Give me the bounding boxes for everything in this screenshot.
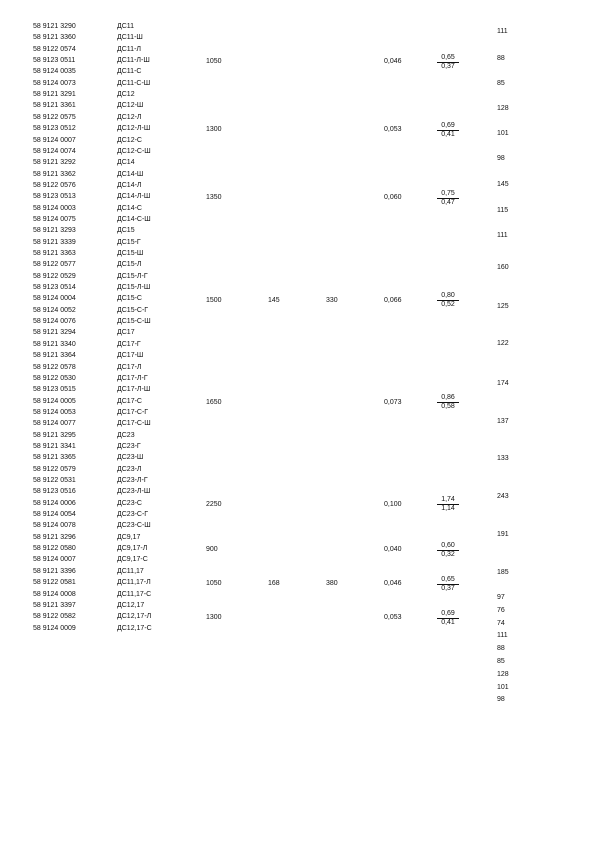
product-name: ДС15-С [117, 295, 142, 303]
product-code: 58 9124 0006 [33, 499, 76, 507]
fraction-numerator: 0,75 [437, 190, 459, 199]
width-value: 168 [268, 580, 280, 588]
product-name: ДС9,17 [117, 533, 141, 541]
product-code: 58 9122 0579 [33, 465, 76, 473]
product-code: 58 9124 0004 [33, 295, 76, 303]
fraction-numerator: 0,60 [437, 542, 459, 551]
fraction-numerator: 0,69 [437, 610, 459, 619]
product-code: 58 9123 0512 [33, 125, 76, 133]
fraction-denominator: 0,58 [441, 403, 455, 411]
product-code: 58 9124 0052 [33, 306, 76, 314]
mass-value: 122 [497, 340, 509, 347]
product-code: 58 9122 0530 [33, 374, 76, 382]
product-code: 58 9121 3397 [33, 601, 76, 609]
product-name: ДС14-С [117, 204, 142, 212]
product-name: ДС14-С-Ш [117, 215, 151, 223]
product-name: ДС15 [117, 227, 135, 235]
product-code: 58 9124 0073 [33, 79, 76, 87]
product-name: ДС23-С-Г [117, 511, 149, 519]
product-name: ДС11-Ш [117, 34, 143, 42]
product-code: 58 9124 0077 [33, 420, 76, 428]
product-code: 58 9122 0580 [33, 545, 76, 553]
product-code: 58 9124 0075 [33, 215, 76, 223]
weight-fraction [437, 496, 459, 513]
product-name: ДС15-Л-Г [117, 272, 148, 280]
product-code: 58 9122 0576 [33, 181, 76, 189]
product-name: ДС17 [117, 329, 135, 337]
product-name: ДС14-Л-Ш [117, 193, 151, 201]
product-name: ДС23-С-Ш [117, 522, 151, 530]
length-value: 1350 [206, 194, 222, 202]
mass-value: 128 [497, 105, 509, 112]
product-name: ДС17-Ш [117, 352, 144, 360]
fraction-denominator: 0,47 [441, 198, 455, 206]
mass-value: 185 [497, 569, 509, 576]
mass-value: 88 [497, 645, 505, 652]
product-code: 58 9121 3364 [33, 352, 76, 360]
product-code: 58 9121 3296 [33, 533, 76, 541]
product-code: 58 9124 0035 [33, 68, 76, 76]
weight-fraction [437, 292, 459, 309]
mass-value: 111 [497, 632, 508, 639]
mass-value: 101 [497, 130, 509, 137]
weight-fraction [437, 542, 459, 559]
fraction-denominator: 0,37 [441, 62, 455, 70]
mass-value: 98 [497, 696, 505, 703]
product-code: 58 9122 0531 [33, 477, 76, 484]
fraction-numerator: 0,65 [437, 576, 459, 585]
product-name: ДС11,17 [117, 567, 144, 575]
mass-value: 128 [497, 671, 509, 678]
product-code: 58 9124 0007 [33, 556, 76, 564]
product-name: ДС12-С [117, 136, 142, 144]
width-value: 145 [268, 296, 280, 304]
product-code: 58 9121 3291 [33, 91, 76, 99]
product-code: 58 9121 3360 [33, 34, 76, 42]
volume-value: 0,040 [384, 546, 402, 554]
fraction-numerator: 0,86 [437, 394, 459, 403]
mass-value: 98 [497, 155, 505, 162]
mass-value: 160 [497, 264, 509, 271]
product-name: ДС15-С-Г [117, 306, 149, 314]
product-code: 58 9121 3295 [33, 431, 76, 439]
fraction-denominator: 0,37 [441, 584, 455, 592]
product-name: ДС23 [117, 431, 135, 439]
mass-value: 145 [497, 181, 509, 188]
mass-value: 85 [497, 658, 505, 665]
product-name: ДС12 [117, 91, 135, 99]
height-value: 380 [326, 580, 338, 588]
product-name: ДС23-С [117, 499, 142, 507]
length-value: 1500 [206, 296, 222, 304]
product-name: ДС12-Ш [117, 102, 144, 110]
weight-fraction [437, 122, 459, 139]
fraction-denominator: 0,32 [441, 550, 455, 558]
fraction-denominator: 0,41 [441, 618, 455, 626]
product-name: ДС23-Г [117, 442, 141, 450]
length-value: 2250 [206, 500, 222, 508]
fraction-denominator: 0,52 [441, 301, 455, 309]
volume-value: 0,060 [384, 194, 402, 202]
product-code: 58 9121 3293 [33, 227, 76, 235]
fraction-numerator: 0,69 [437, 122, 459, 131]
mass-value: 85 [497, 80, 505, 87]
product-name: ДС12-Л [117, 113, 142, 121]
product-code: 58 9123 0515 [33, 386, 76, 394]
product-code: 58 9122 0578 [33, 363, 76, 371]
mass-value: 111 [497, 232, 508, 239]
length-value: 1300 [206, 126, 222, 134]
length-value: 900 [206, 546, 218, 554]
product-code: 58 9124 0007 [33, 136, 76, 144]
product-name: ДС17-С-Ш [117, 420, 151, 428]
product-code: 58 9124 0076 [33, 318, 76, 326]
length-value: 1050 [206, 58, 222, 66]
product-code: 58 9121 3363 [33, 250, 76, 257]
product-name: ДС12-Л-Ш [117, 125, 151, 133]
product-code: 58 9121 3340 [33, 340, 76, 348]
product-code: 58 9121 3362 [33, 170, 76, 178]
product-name: ДС15-Г [117, 238, 141, 246]
mass-value: 97 [497, 594, 505, 601]
product-name: ДС17-С [117, 397, 142, 405]
product-name: ДС14-Л [117, 181, 142, 189]
volume-value: 0,053 [384, 614, 402, 622]
product-name: ДС11 [117, 23, 135, 30]
weight-fraction [437, 610, 459, 627]
product-code: 58 9121 3365 [33, 454, 76, 462]
product-name: ДС23-Ш [117, 454, 144, 462]
product-name: ДС11,17-Л [117, 579, 151, 587]
mass-value: 125 [497, 303, 509, 310]
product-name: ДС12,17-Л [117, 613, 152, 621]
product-code: 58 9121 3341 [33, 442, 76, 450]
weight-fraction [437, 394, 459, 411]
volume-value: 0,053 [384, 126, 402, 134]
product-name: ДС11-Л-Ш [117, 57, 150, 65]
product-code: 58 9124 0078 [33, 522, 76, 530]
product-name: ДС11-С [117, 68, 142, 76]
length-value: 1650 [206, 398, 222, 406]
product-code: 58 9121 3339 [33, 238, 76, 246]
volume-value: 0,100 [384, 500, 402, 508]
length-value: 1300 [206, 614, 222, 622]
product-name: ДС14 [117, 159, 135, 167]
product-name: ДС17-Л-Г [117, 374, 148, 382]
mass-value: 243 [497, 493, 509, 500]
product-name: ДС17-Л [117, 363, 142, 371]
mass-value: 137 [497, 418, 509, 425]
volume-value: 0,066 [384, 296, 402, 304]
fraction-denominator: 0,41 [441, 130, 455, 138]
product-code: 58 9122 0582 [33, 613, 76, 621]
product-name: ДС15-Л-Ш [117, 284, 151, 292]
product-code: 58 9122 0577 [33, 261, 76, 269]
mass-value: 191 [497, 531, 509, 538]
product-code: 58 9122 0574 [33, 45, 76, 53]
volume-value: 0,073 [384, 398, 402, 406]
product-code: 58 9124 0005 [33, 397, 76, 405]
product-name: ДС17-Л-Ш [117, 386, 151, 394]
product-code: 58 9124 0008 [33, 590, 76, 598]
product-name: ДС17-Г [117, 340, 141, 348]
product-code: 58 9121 3290 [33, 23, 76, 30]
volume-value: 0,046 [384, 58, 402, 66]
product-code: 58 9122 0575 [33, 113, 76, 121]
product-name: ДС9,17-Л [117, 545, 148, 553]
product-code: 58 9123 0511 [33, 57, 76, 65]
product-name: ДС11-Л [117, 45, 141, 53]
product-code: 58 9124 0003 [33, 204, 76, 212]
product-name: ДС23-Л-Г [117, 477, 148, 484]
product-name: ДС23-Л-Ш [117, 488, 151, 496]
product-name: ДС9,17-С [117, 556, 148, 564]
product-code: 58 9121 3396 [33, 567, 76, 575]
product-code: 58 9123 0514 [33, 284, 76, 292]
fraction-numerator: 0,65 [437, 54, 459, 63]
weight-fraction [437, 190, 459, 207]
fraction-denominator: 1,14 [441, 505, 455, 513]
mass-value: 101 [497, 684, 509, 691]
fraction-numerator: 0,80 [437, 292, 459, 301]
product-code: 58 9124 0074 [33, 147, 76, 155]
mass-value: 74 [497, 620, 505, 627]
product-name: ДС15-С-Ш [117, 318, 151, 326]
product-name: ДС12,17 [117, 601, 145, 609]
height-value: 330 [326, 296, 338, 304]
fraction-numerator: 1,74 [437, 496, 459, 505]
weight-fraction [437, 54, 459, 71]
product-code: 58 9121 3292 [33, 159, 76, 167]
product-code: 58 9123 0516 [33, 488, 76, 496]
product-code: 58 9122 0581 [33, 579, 76, 587]
mass-value: 76 [497, 607, 505, 614]
product-code: 58 9123 0513 [33, 193, 76, 201]
mass-value: 133 [497, 455, 509, 462]
product-code: 58 9121 3361 [33, 102, 76, 110]
mass-value: 174 [497, 380, 509, 387]
product-code: 58 9124 0009 [33, 624, 76, 632]
mass-value: 88 [497, 55, 505, 62]
product-code: 58 9121 3294 [33, 329, 76, 337]
mass-value: 115 [497, 207, 509, 214]
product-name: ДС15-Л [117, 261, 142, 269]
product-name: ДС17-С-Г [117, 408, 149, 416]
weight-fraction [437, 576, 459, 593]
length-value: 1050 [206, 580, 222, 588]
product-code: 58 9122 0529 [33, 272, 76, 280]
mass-value: 111 [497, 28, 508, 35]
product-code: 58 9124 0054 [33, 511, 76, 519]
volume-value: 0,046 [384, 580, 402, 588]
product-name: ДС12-С-Ш [117, 147, 151, 155]
product-name: ДС11-С-Ш [117, 79, 151, 87]
product-code: 58 9124 0053 [33, 408, 76, 416]
product-name: ДС11,17-С [117, 590, 152, 598]
product-name: ДС23-Л [117, 465, 142, 473]
product-name: ДС12,17-С [117, 624, 152, 632]
product-name: ДС14-Ш [117, 170, 144, 178]
product-name: ДС15-Ш [117, 250, 144, 257]
